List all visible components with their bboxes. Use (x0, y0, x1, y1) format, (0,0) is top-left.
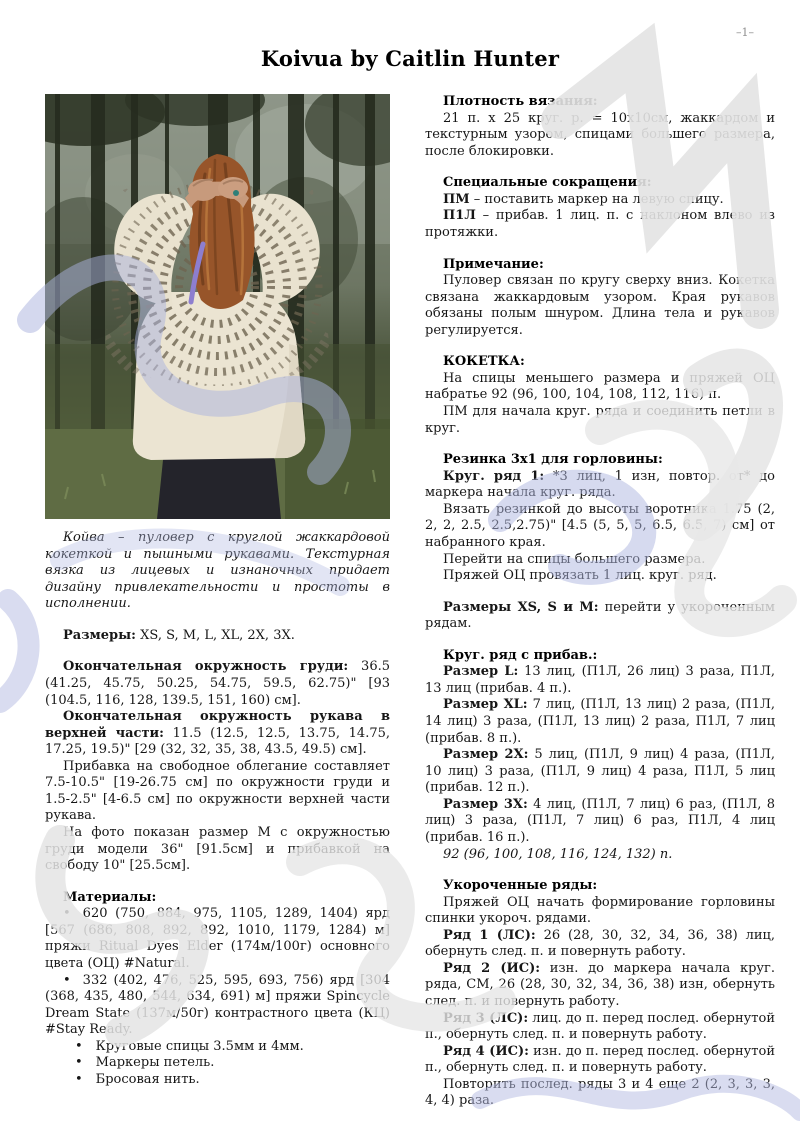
ribbing-height: Вязать резинкой до высоты воротника 1.75 (2, 2, 2, 2.5, 2.5,2.75)" [4.5 (5, 5, 5, 6.5, 6.5, 7) см] от набранного края. (425, 501, 775, 550)
two-column-layout (45, 94, 775, 1110)
yoke-cast-on: На спицы меньшего размера и пряжей ОЦ набратье 92 (96, 100, 104, 108, 112, 116) п. (425, 370, 775, 403)
bullet-marker: • (75, 1038, 83, 1054)
knit-one-round: Пряжей ОЦ провязать 1 лиц. круг. ряд. (443, 568, 717, 584)
size-3x-increases: Размер 3X: 4 лиц, (П1Л, 7 лиц) 6 раз, (П1Л, 8 лиц) 3 раза, (П1Л, 7 лиц) 6 раз, П1Л, 4 лиц (прибав. 16 п.). (425, 796, 775, 845)
page-number: –1– (736, 26, 754, 39)
yarn-contrast-color: • 332 (402, 476, 525, 595, 693, 756) ярд [304 (368, 435, 480, 544, 634, 691) м] пряжи Spincycle Dream State (137м/50г) контрастного цвета (КЦ) #Stay Ready. (45, 972, 390, 1038)
left-hand (188, 179, 218, 201)
bullet-marker: • (63, 906, 71, 922)
ring (233, 190, 239, 196)
intro-paragraph: Койва – пуловер с круглой жаккардовой кокеткой и пышными рукавами. Текстурная вязка из лицевых и изнаночных придает дизайну привлекательности и простоты в исполнении. (45, 530, 390, 612)
pattern-photo (45, 94, 390, 519)
short-row-3: Ряд 3 (ЛС): лиц. до п. перед послед. обернутой п., обернуть след. п. и повернуть работу. (425, 1010, 775, 1043)
short-rows-intro: Пряжей ОЦ начать формирование горловины спинки укороч. рядами. (425, 894, 775, 927)
needles-item: • Круговые спицы 3.5мм и 4мм. (75, 1038, 304, 1054)
sizes-xs-s-m: Размеры XS, S и M: перейти у укороченным рядам. (425, 599, 775, 632)
sweater-body (133, 292, 305, 460)
bullet-marker: • (75, 1055, 83, 1071)
abbrev-pm: ПМ – поставить маркер на левую спицу. (443, 191, 724, 207)
yoke-join: ПМ для начала круг. ряда и соединить петли в круг. (425, 404, 775, 436)
right-column (425, 94, 775, 1110)
yoke-heading: КОКЕТКА: (443, 354, 525, 370)
short-row-1: Ряд 1 (ЛС): 26 (28, 30, 32, 34, 36, 38) лиц, обернуть след. п. и повернуть работу. (425, 927, 775, 960)
left-column (45, 94, 390, 1110)
size-l-increases: Размер L: 13 лиц, (П1Л, 26 лиц) 3 раза, П1Л, 13 лиц (прибав. 4 п.). (425, 664, 775, 696)
note-heading: Примечание: (443, 256, 544, 272)
ribbing-round-1: Круг. ряд 1: *3 лиц, 1 изн, повтор. от* до маркера начала круг. ряда. (425, 468, 775, 501)
waste-yarn-item: • Бросовая нить. (75, 1071, 200, 1087)
yarn-main-color: • 620 (750, 884, 975, 1105, 1289, 1404) ярд [567 (686, 808, 892, 892, 1010, 1179, 1284) м] пряжи Ritual Dyes Elder (174м/100г) основного цвета (ОЦ) #Natural. (45, 906, 390, 971)
ribbing-heading: Резинка 3х1 для горловины: (443, 452, 663, 468)
bullet-marker: • (63, 972, 71, 988)
sizes: Размеры: XS, S, M, L, XL, 2X, 3X. (63, 627, 295, 643)
increase-round-heading: Круг. ряд с прибав.: (443, 647, 598, 663)
ease-note: Прибавка на свободное облегание составляет 7.5-10.5" [19-26.75 см] по окружности груди и 1.5-2.5" [4-6.5 см] по окружности верхней части рукава. (45, 758, 390, 824)
gauge-heading: Плотность вязания: (443, 94, 598, 109)
materials-heading: Материалы: (63, 889, 157, 905)
stitch-count: 92 (96, 100, 108, 116, 124, 132) п. (443, 846, 673, 862)
abbrev-m1l: П1Л – прибав. 1 лиц. п. с наклоном влево из протяжки. (425, 208, 775, 240)
markers-item: • Маркеры петель. (75, 1055, 215, 1071)
note-text: Пуловер связан по кругу сверху вниз. Кокетка связана жаккардовым узором. Края рукавов обязаны полым шнуром. Длина тела и рукавов регулируется. (425, 273, 775, 338)
gauge-text: 21 п. х 25 круг. р. = 10х10см, жаккардом и текстурным узором, спицами большего размера, после блокировки. (425, 110, 775, 159)
repeat-rows: Повторить послед. ряды 3 и 4 еще 2 (2, 3, 3, 3, 4, 4) раза. (425, 1076, 775, 1109)
abbreviations-heading: Специальные сокращения: (443, 175, 652, 191)
switch-needles: Перейти на спицы большего размера. (443, 551, 706, 567)
bullet-marker: • (75, 1071, 83, 1087)
short-row-2: Ряд 2 (ИС): изн. до маркера начала круг. ряда, СМ, 26 (28, 30, 32, 34, 36, 38) изн, обернуть след. п. и повернуть работу. (425, 960, 775, 1009)
chest-circumference: Окончательная окружность груди: 36.5 (41.25, 45.75, 50.25, 54.75, 59.5, 62.75)" [93 (104.5, 116, 128, 139.5, 151, 160) см]. (45, 659, 390, 708)
short-row-4: Ряд 4 (ИС): изн. до п. перед послед. обернутой п., обернуть след. п. и повернуть работу. (425, 1043, 775, 1076)
size-2x-increases: Размер 2X: 5 лиц, (П1Л, 9 лиц) 4 раза, (П1Л, 10 лиц) 3 раза, (П1Л, 9 лиц) 4 раза, П1Л, 5 лиц (прибав. 12 п.). (425, 747, 775, 796)
short-rows-heading: Укороченные ряды: (443, 878, 598, 894)
size-xl-increases: Размер XL: 7 лиц, (П1Л, 13 лиц) 2 раза, (П1Л, 14 лиц) 3 раза, (П1Л, 13 лиц) 2 раза, П1Л, 7 лиц (прибав. 8 п.). (425, 697, 775, 746)
photo-size-note: На фото показан размер М с окружностью груди модели 36" [91.5см] и прибавкой на свободу 10" [25.5см]. (45, 825, 390, 874)
sleeve-circumference: Окончательная окружность рукава в верхней части: 11.5 (12.5, 12.5, 13.75, 14.75, 17.25, 19.5)" [29 (32, 32, 35, 38, 43.5, 49.5) см]. (45, 709, 390, 758)
left-column-text (45, 530, 390, 1088)
page-title: Koivua by Caitlin Hunter (260, 46, 560, 71)
